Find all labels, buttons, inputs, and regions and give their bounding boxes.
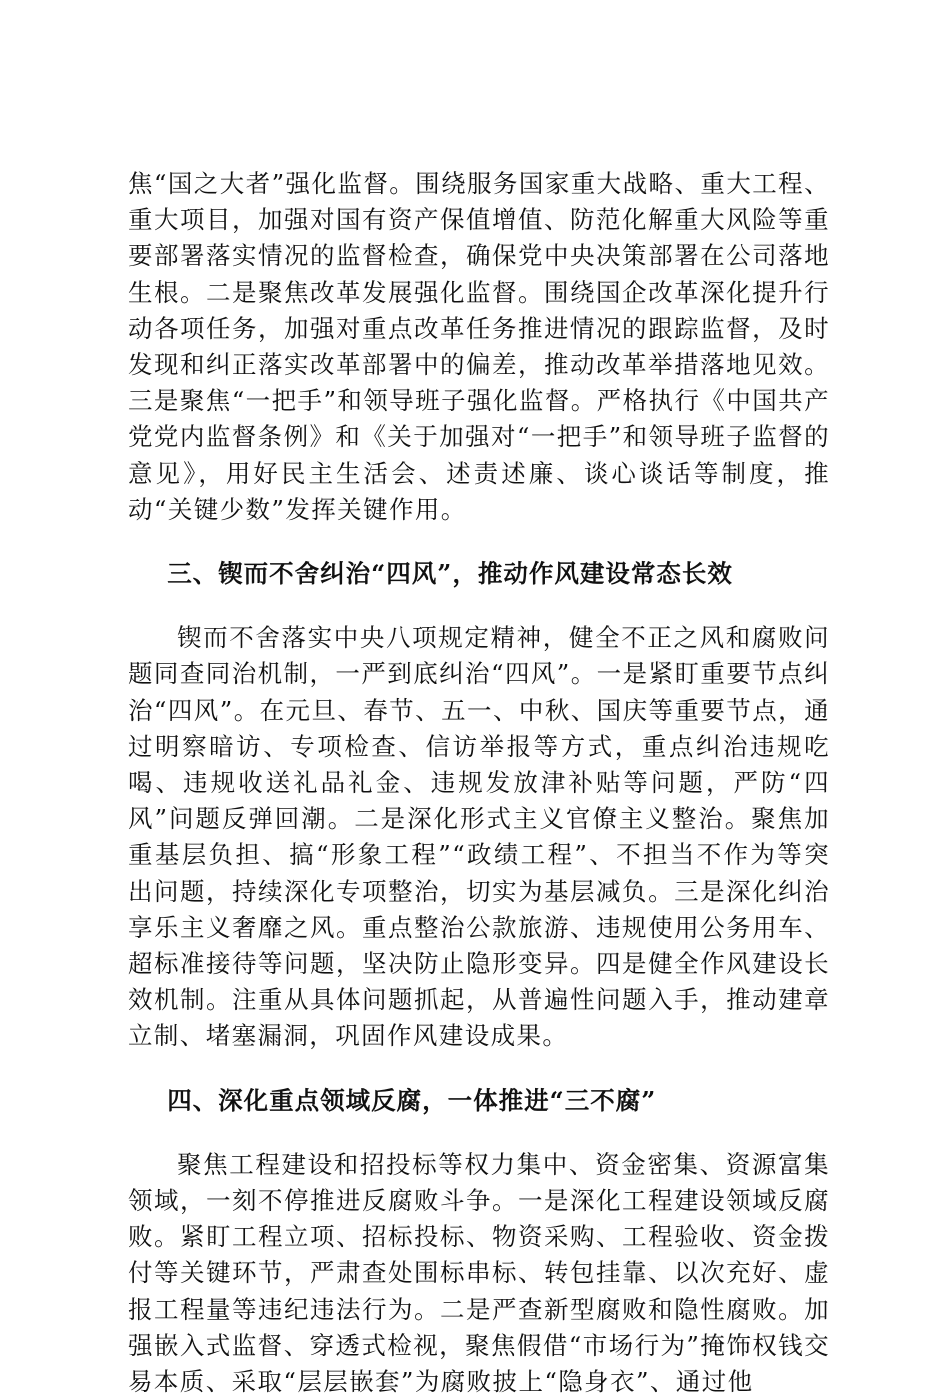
section-heading-4: 四、深化重点领域反腐，一体推进“三不腐”: [167, 1085, 657, 1115]
spacer: [128, 592, 830, 620]
section-heading-3: 三、锲而不舍纠治“四风”，推动作风建设常态长效: [167, 559, 733, 589]
paragraph-section-3: 锲而不舍落实中央八项规定精神，健全不正之风和腐败问题同查同治机制，一严到底纠治“四风”。一是紧盯重要节点纠治“四风”。在元旦、春节、五一、中秋、国庆等重要节点，通过明察暗访、专项检查、信访举报等方式，重点纠治违规吃喝、违规收送礼品礼金、违规发放津补贴等问题，严防“四风”问题反弹回潮。二是深化形式主义官僚主义整治。聚焦加重基层负担、搞“形象工程”“政绩工程”、不担当不作为等突出问题，持续深化专项整治，切实为基层减负。三是深化纠治享乐主义奢靡之风。重点整治公款旅游、违规使用公务用车、超标准接待等问题，坚决防止隐形变异。四是健全作风建设长效机制。注重从具体问题抓起，从普遍性问题入手，推动建章立制、堵塞漏洞，巩固作风建设成果。: [128, 623, 830, 1051]
spacer: [128, 1055, 830, 1083]
spacer: [128, 528, 830, 556]
paragraph-continued: 焦“国之大者”强化监督。围绕服务国家重大战略、重大工程、重大项目，加强对国有资产保值增值、防范化解重大风险等重要部署落实情况的监督检查，确保党中央决策部署在公司落地生根。二是聚焦改革发展强化监督。围绕国企改革深化提升行动各项任务，加强对重点改革任务推进情况的跟踪监督，及时发现和纠正落实改革部署中的偏差，推动改革举措落地见效。三是聚焦“一把手”和领导班子强化监督。严格执行《中国共产党党内监督条例》和《关于加强对“一把手”和领导班子监督的意见》，用好民主生活会、述责述廉、谈心谈话等制度，推动“关键少数”发挥关键作用。: [128, 169, 830, 524]
spacer: [128, 1119, 830, 1147]
paragraph-section-4: 聚焦工程建设和招投标等权力集中、资金密集、资源富集领域，一刻不停推进反腐败斗争。一是深化工程建设领域反腐败。紧盯工程立项、招标投标、物资采购、工程验收、资金拨付等关键环节，严肃查处围标串标、转包挂靠、以次充好、虚报工程量等违纪违法行为。二是严查新型腐败和隐性腐败。加强嵌入式监督、穿透式检视，聚焦假借“市场行为”掩饰权钱交易本质、采取“层层嵌套”为腐败披上“隐身衣”、通过他: [128, 1149, 830, 1397]
document-page: [128, 166, 830, 1400]
